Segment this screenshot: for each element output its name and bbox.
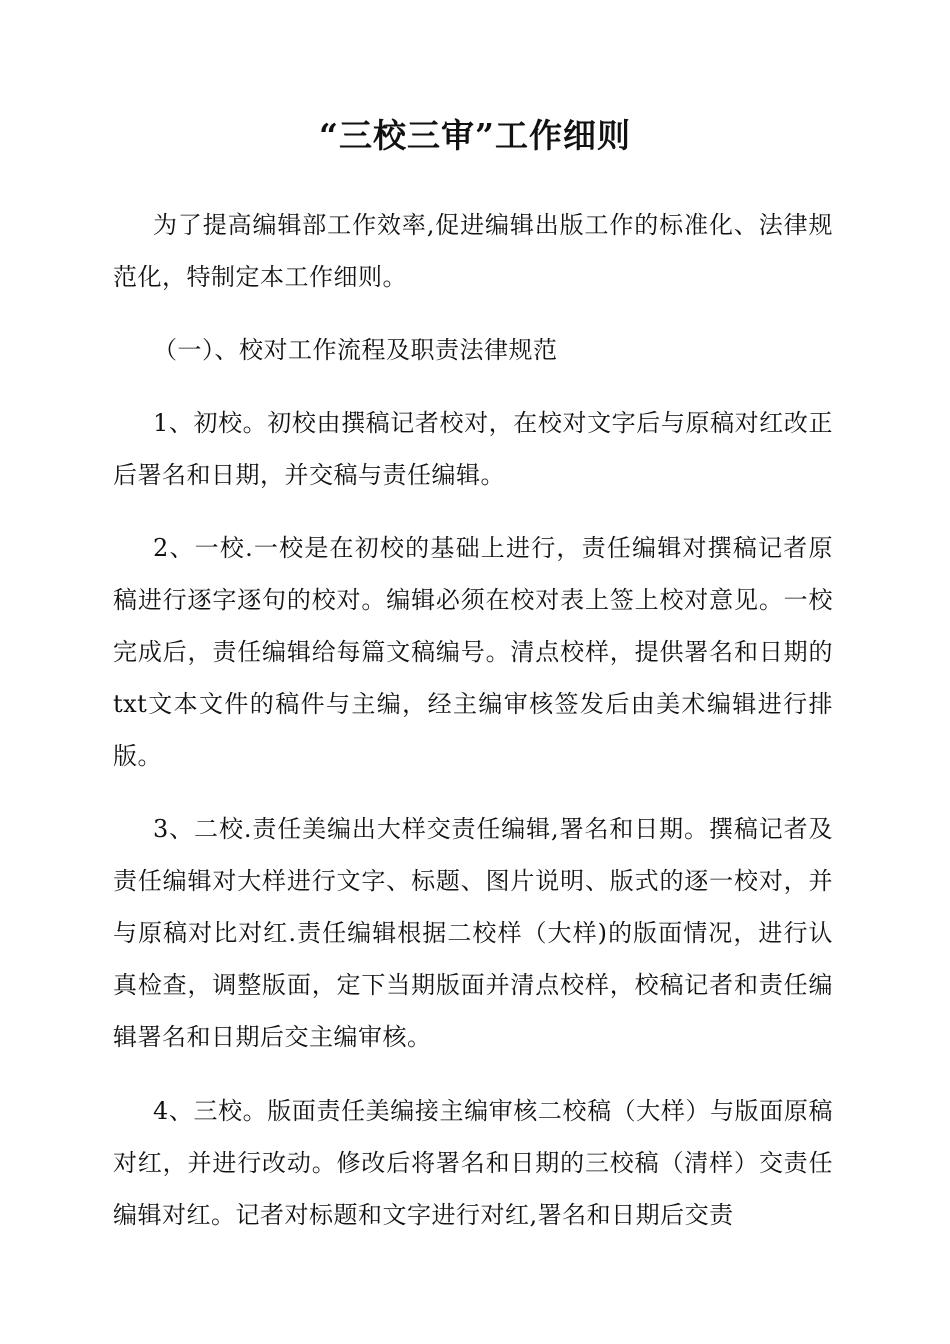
document-title: “三校三审”工作细则 [319,116,631,155]
paragraph-first-proof: 1、初校。初校由撰稿记者校对，在校对文字后与原稿对红改正后署名和日期，并交稿与责任编辑。 [113,409,833,489]
paragraph-second-proof: 2、一校.一校是在初校的基础上进行，责任编辑对撰稿记者原稿进行逐字逐句的校对。编辑必须在校对表上签上校对意见。一校完成后，责任编辑给每篇文稿编号。清点校样，提供署名和日期的txt文本文件的稿件与主编，经主编审核签发后由美术编辑进行排版。 [113,534,833,770]
intro-paragraph: 为了提高编辑部工作效率,促进编辑出版工作的标准化、法律规范化，特制定本工作细则。 [113,211,833,291]
paragraph-fourth-proof: 4、三校。版面责任美编接主编审核二校稿（大样）与版面原稿对红，并进行改动。修改后将署名和日期的三校稿（清样）交责任编辑对红。记者对标题和文字进行对红,署名和日期后交责 [113,1097,833,1229]
paragraph-third-proof: 3、二校.责任美编出大样交责任编辑,署名和日期。撰稿记者及责任编辑对大样进行文字、标题、图片说明、版式的逐一校对，并与原稿对比对红.责任编辑根据二校样（大样)的版面情况，进行认真检查，调整版面，定下当期版面并清点校样，校稿记者和责任编辑署名和日期后交主编审核。 [113,815,833,1051]
section-heading: （一）、校对工作流程及职责法律规范 [153,336,558,364]
